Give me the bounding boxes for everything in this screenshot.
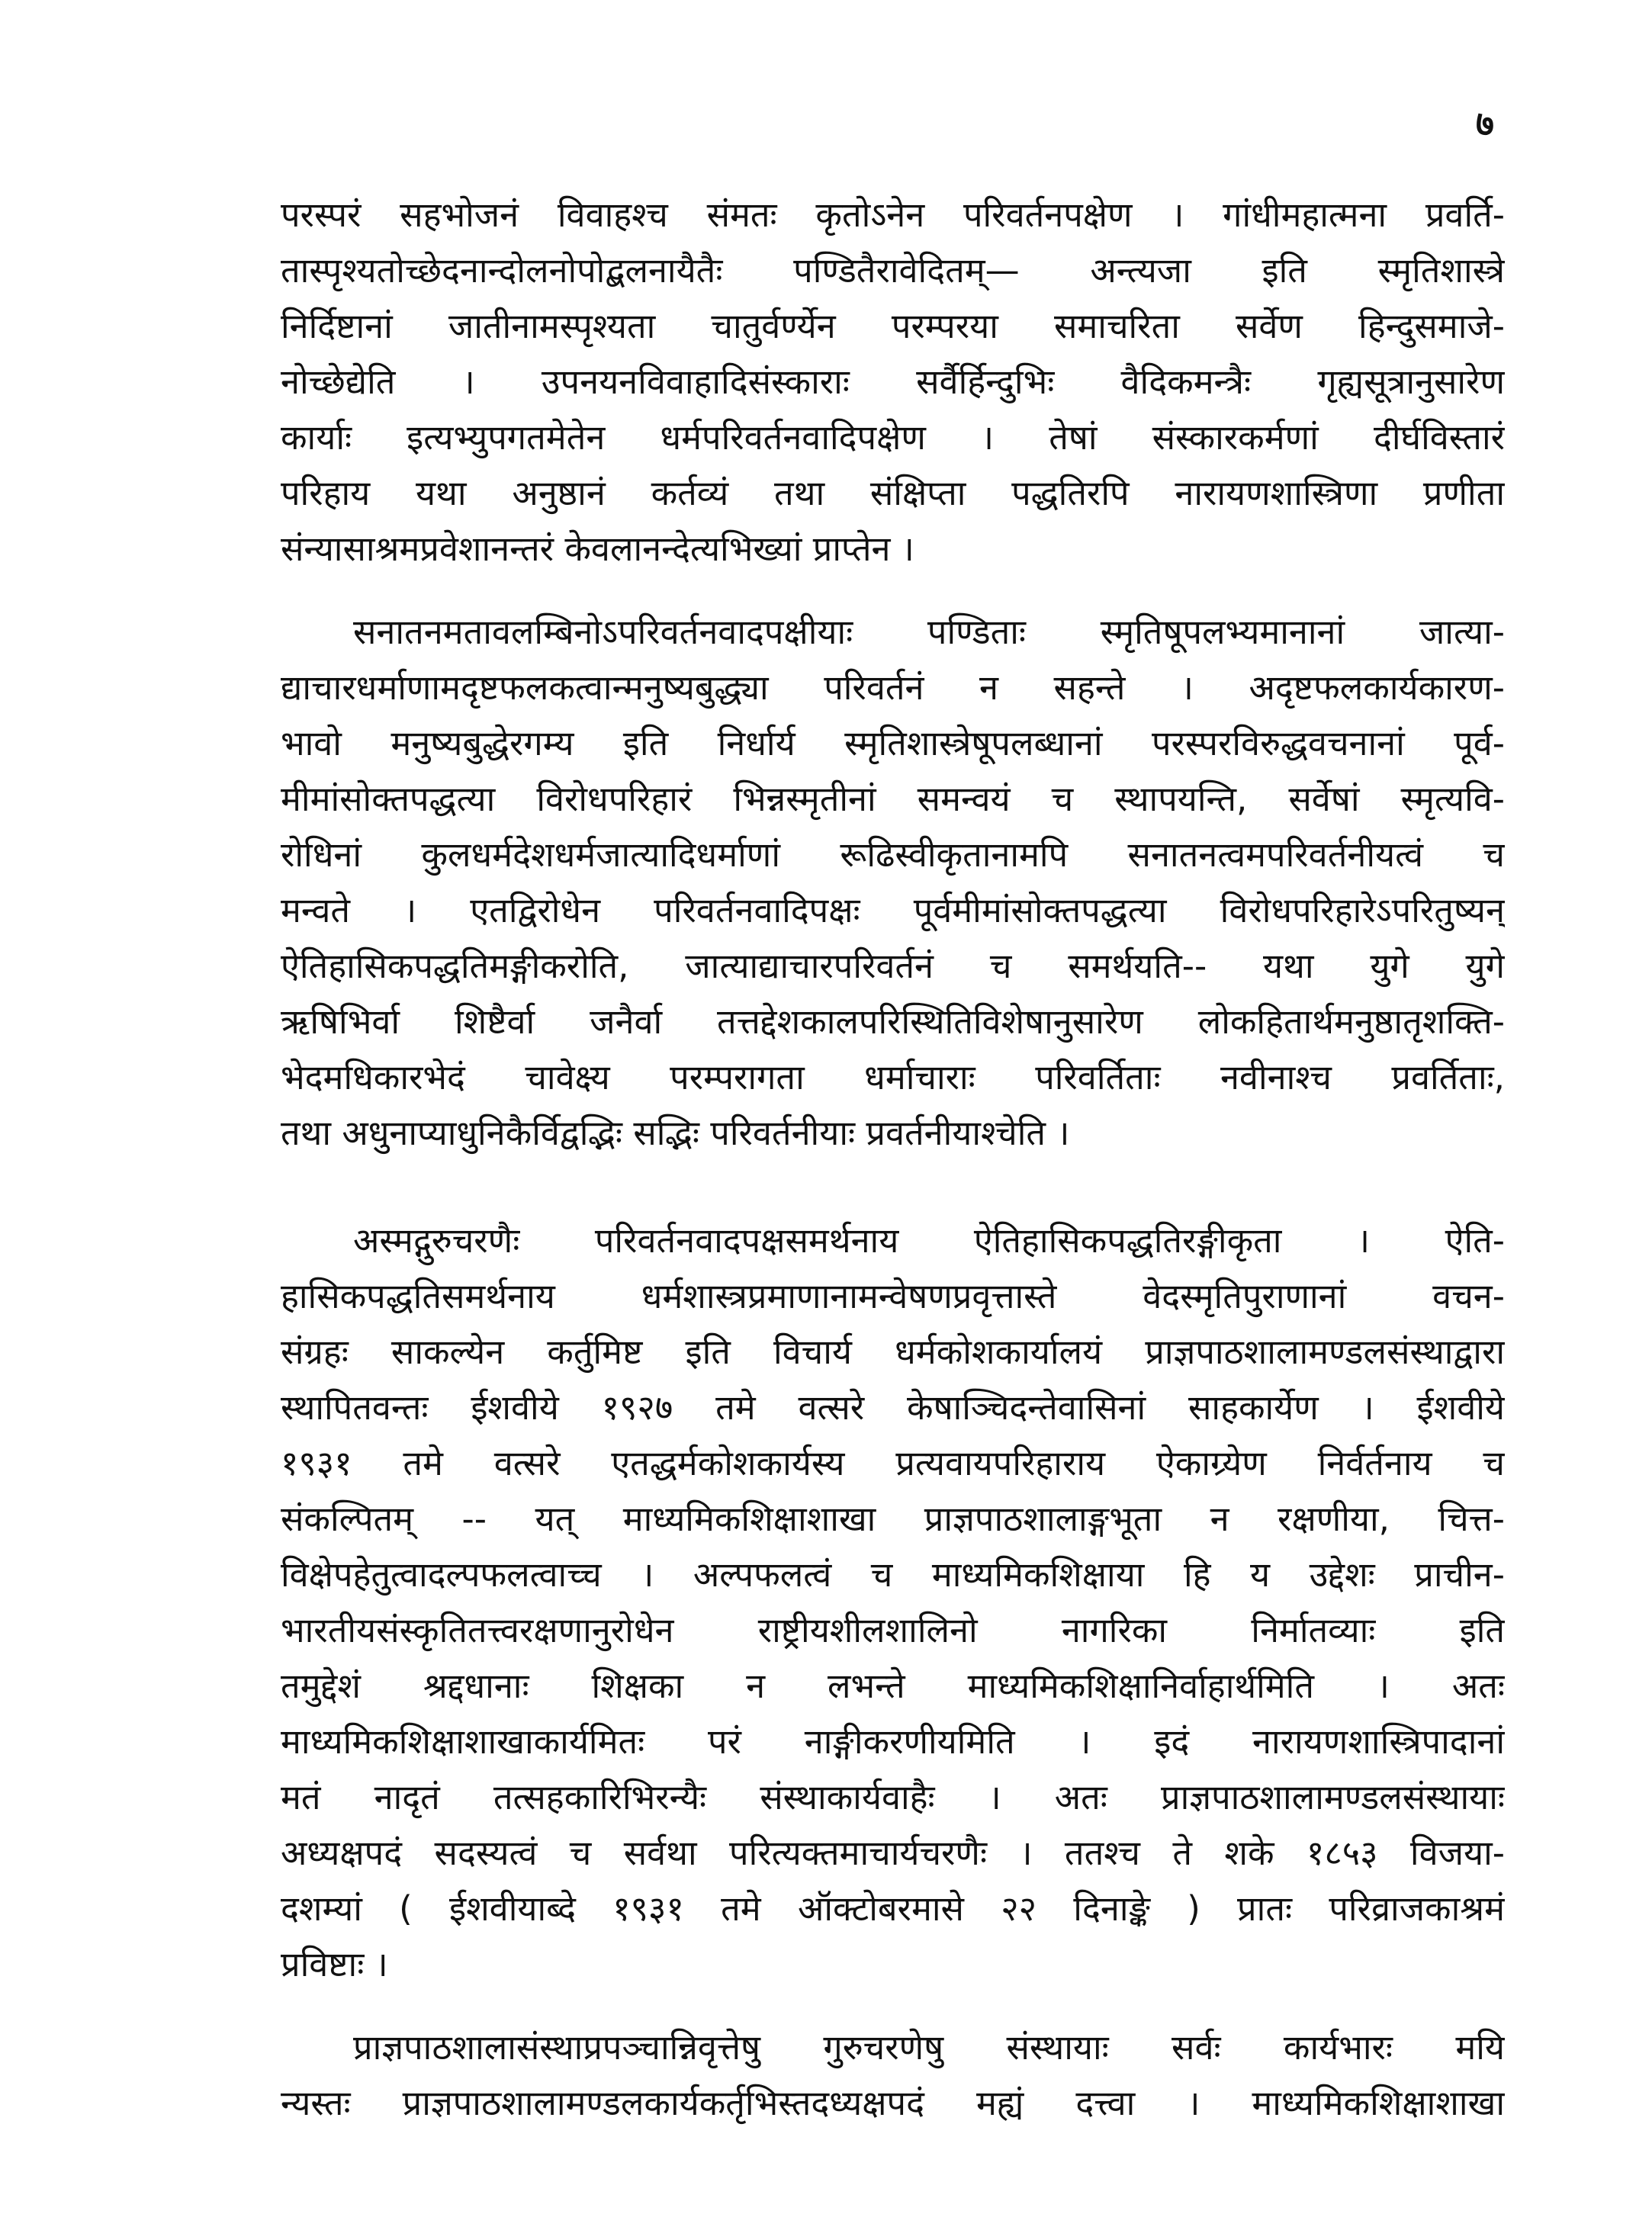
page-number: ७	[1476, 103, 1494, 144]
text-line: माध्यमिकशिक्षाशाखाकार्यमितः परं नाङ्गीकरणीयमिति । इदं नारायणशास्त्रिपादानां	[281, 1721, 1505, 1762]
text-line: ऋषिभिर्वा शिष्टैर्वा जनैर्वा तत्तद्देशकालपरिस्थितिविशेषानुसारेण लोकहितार्थमनुष्ठातृशक्ति-	[281, 1001, 1505, 1042]
text-line: विक्षेपहेतुत्वादल्पफलत्वाच्च । अल्पफलत्वं च माध्यमिकशिक्षाया हि य उद्देशः प्राचीन-	[281, 1554, 1505, 1595]
text-line: अस्मद्गुरुचरणैः परिवर्तनवादपक्षसमर्थनाय ऐतिहासिकपद्धतिरङ्गीकृता । ऐति-	[353, 1220, 1505, 1261]
text-line: निर्दिष्टानां जातीनामस्पृश्यता चातुर्वर्ण्येन परम्परया समाचरिता सर्वेण हिन्दुसमाजे-	[281, 306, 1505, 346]
text-line: भारतीयसंस्कृतितत्त्वरक्षणानुरोधेन राष्ट्रीयशीलशालिनो नागरिका निर्मातव्याः इति	[281, 1610, 1505, 1650]
text-line: तमुद्देशं श्रद्दधानाः शिक्षका न लभन्ते माध्यमिकशिक्षानिर्वाहार्थमिति । अतः	[281, 1666, 1505, 1706]
text-line: प्रविष्टाः ।	[281, 1944, 388, 1984]
text-line: नोच्छेद्येति । उपनयनविवाहादिसंस्काराः सर्वैर्हिन्दुभिः वैदिकमन्त्रैः गृह्यसूत्रानुसारेण	[281, 362, 1505, 402]
text-line: मन्वते । एतद्विरोधेन परिवर्तनवादिपक्षः पूर्वमीमांसोक्तपद्धत्या विरोधपरिहारेऽपरितुष्यन्	[281, 890, 1505, 930]
text-line: द्याचारधर्माणामदृष्टफलकत्वान्मनुष्यबुद्ध्या परिवर्तनं न सहन्ते । अदृष्टफलकार्यकारण-	[281, 667, 1505, 708]
text-line: भेदमधिकारभेदं चावेक्ष्य परम्परागता धर्माचाराः परिवर्तिताः नवीनाश्च प्रवर्तिताः,	[281, 1057, 1505, 1097]
paragraph-1	[281, 187, 1505, 577]
text-line: परस्परं सहभोजनं विवाहश्च संमतः कृतोऽनेन परिवर्तनपक्षेण । गांधीमहात्मना प्रवर्ति-	[281, 194, 1505, 235]
text-line: प्राज्ञपाठशालासंस्थाप्रपञ्चान्निवृत्तेषु गुरुचरणेषु संस्थायाः सर्वः कार्यभारः मयि	[353, 2027, 1505, 2068]
text-line: मीमांसोक्तपद्धत्या विरोधपरिहारं भिन्नस्मृतीनां समन्वयं च स्थापयन्ति, सर्वेषां स्मृत्यवि-	[281, 779, 1505, 819]
text-line: अध्यक्षपदं सदस्यत्वं च सर्वथा परित्यक्तमाचार्यचरणैः । ततश्च ते शके १८५३ विजया-	[281, 1833, 1505, 1873]
paragraph-4	[281, 2020, 1505, 2131]
text-line: संन्यासाश्रमप्रवेशानन्तरं केवलानन्देत्यभिख्यां प्राप्तेन ।	[281, 529, 914, 569]
text-line: हासिकपद्धतिसमर्थनाय धर्मशास्त्रप्रमाणानामन्वेषणप्रवृत्तास्ते वेदस्मृतिपुराणानां वचन-	[281, 1276, 1505, 1316]
text-line: स्थापितवन्तः ईशवीये १९२७ तमे वत्सरे केषाञ्चिदन्तेवासिनां साहकार्येण । ईशवीये	[281, 1387, 1505, 1428]
text-line: तास्पृश्यतोच्छेदनान्दोलनोपोद्बलनायैतैः पण्डितैरावेदितम्— अन्त्यजा इति स्मृतिशास्त्रे	[281, 250, 1505, 291]
text-line: परिहाय यथा अनुष्ठानं कर्तव्यं तथा संक्षिप्ता पद्धतिरपि नारायणशास्त्रिणा प्रणीता	[281, 473, 1505, 513]
text-line: सनातनमतावलम्बिनोऽपरिवर्तनवादपक्षीयाः पण्डिताः स्मृतिषूपलभ्यमानानां जात्या-	[353, 612, 1505, 652]
text-line: १९३१ तमे वत्सरे एतद्धर्मकोशकार्यस्य प्रत्यवायपरिहाराय ऐकाग्र्येण निर्वर्तनाय च	[281, 1443, 1505, 1483]
paragraph-3	[281, 1213, 1505, 1992]
text-line: संकल्पितम् -- यत् माध्यमिकशिक्षाशाखा प्राज्ञपाठशालाङ्गभूता न रक्षणीया, चित्त-	[281, 1499, 1505, 1539]
text-line: दशम्यां ( ईशवीयाब्दे १९३१ तमे ऑक्टोबरमासे २२ दिनाङ्के ) प्रातः परिव्राजकाश्रमं	[281, 1888, 1505, 1929]
text-line: रोधिनां कुलधर्मदेशधर्मजात्यादिधर्माणां रूढिस्वीकृतानामपि सनातनत्वमपरिवर्तनीयत्वं च	[281, 834, 1505, 875]
text-line: न्यस्तः प्राज्ञपाठशालामण्डलकार्यकर्तृभिस्तदध्यक्षपदं मह्यं दत्त्वा । माध्यमिकशिक्षाशाखा	[281, 2083, 1505, 2123]
text-line: कार्याः इत्यभ्युपगतमेतेन धर्मपरिवर्तनवादिपक्षेण । तेषां संस्कारकर्मणां दीर्घविस्तारं	[281, 417, 1505, 458]
text-line: संग्रहः साकल्येन कर्तुमिष्ट इति विचार्य धर्मकोशकार्यालयं प्राज्ञपाठशालामण्डलसंस्थाद्वारा	[281, 1332, 1505, 1372]
text-line: मतं नादृतं तत्सहकारिभिरन्यैः संस्थाकार्यवाहैः । अतः प्राज्ञपाठशालामण्डलसंस्थायाः	[281, 1777, 1505, 1817]
text-line: तथा अधुनाप्याधुनिकैर्विद्वद्भिः सद्भिः परिवर्तनीयाः प्रवर्तनीयाश्चेति ।	[281, 1113, 1070, 1153]
text-line: भावो मनुष्यबुद्धेरगम्य इति निर्धार्य स्मृतिशास्त्रेषूपलब्धानां परस्परविरुद्धवचनानां पूर्व-	[281, 723, 1505, 763]
paragraph-2	[281, 604, 1505, 1161]
text-line: ऐतिहासिकपद्धतिमङ्गीकरोति, जात्याद्याचारपरिवर्तनं च समर्थयति-- यथा युगे युगे	[281, 946, 1505, 986]
